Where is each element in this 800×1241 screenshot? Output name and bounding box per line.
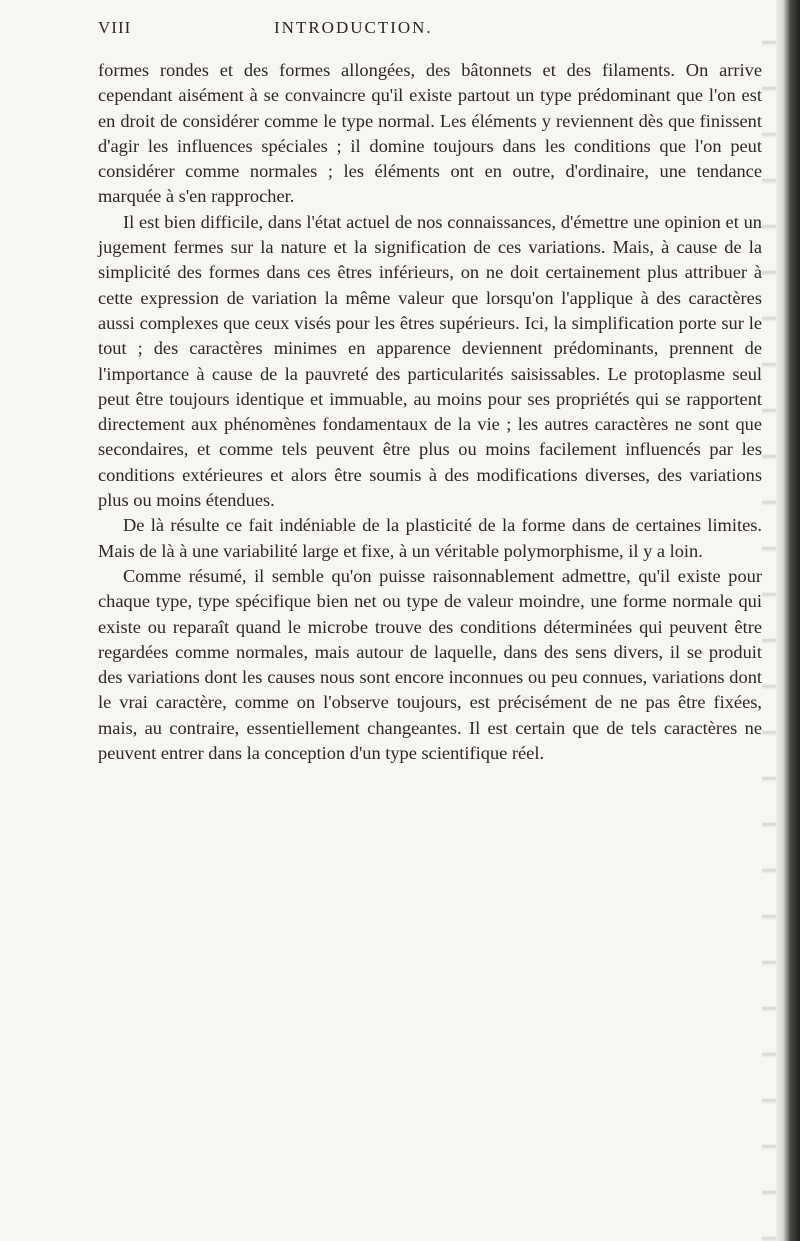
paragraph-3: De là résulte ce fait indéniable de la plasticité de la forme dans de certaines limites. Mais de là à une variabilité large et fixe, à un véritable polymorphisme, il y a loin. — [98, 515, 762, 561]
paragraph-1: formes rondes et des formes allongées, des bâtonnets et des filaments. On arrive cependant aisément à se convaincre qu'il existe partout un type prédominant que l'on est en droit de considérer comme le type normal. Les éléments y reviennent dès que finissent d'agir les influences spéciales ; il domine toujours dans les conditions que l'on peut considérer comme normales ; les éléments ont en outre, d'ordinaire, une tendance marquée à s'en rapprocher. — [98, 60, 762, 207]
body-text — [98, 58, 762, 766]
page-edge — [776, 0, 800, 1241]
page-edge-shadow — [762, 0, 776, 1241]
page-header — [98, 18, 758, 48]
paragraph-4: Comme résumé, il semble qu'on puisse raisonnablement admettre, qu'il existe pour chaque type, type spécifique bien net ou type de valeur moindre, une forme normale qui existe ou reparaît quand le microbe trouve des conditions déterminées qui peuvent être regardées comme normales, mais autour de laquelle, dans des sens divers, il se produit des variations dont les causes nous sont encore inconnues ou peu connues, variations dont le vrai caractère, comme on l'observe toujours, est précisément de ne pas être fixées, mais, au contraire, essentiellement changeantes. Il est certain que de tels caractères ne peuvent entrer dans la conception d'un type scientifique réel. — [98, 565, 762, 764]
page-number: VIII — [98, 18, 132, 37]
paragraph-2: Il est bien difficile, dans l'état actuel de nos connaissances, d'émettre une opinion et un jugement fermes sur la nature et la signification de ces variations. Mais, à cause de la simplicité des formes dans ces êtres inférieurs, on ne doit certainement plus attribuer à cette expression de variation la même valeur que lorsqu'on l'applique à des caractères aussi complexes que ceux visés pour les êtres supérieurs. Ici, la simplification porte sur le tout ; des caractères minimes en apparence deviennent prédominants, prennent de l'importance à cause de la pauvreté des particularités saisissables. Le protoplasme seul peut être toujours identique et immuable, au moins pour ses propriétés qui se rapportent directement aux phénomènes fondamentaux de la vie ; les autres caractères ne sont que secondaires, et comme tels peuvent être plus ou moins facilement influencés par les conditions extérieures et alors être soumis à des modifications diverses, des variations plus ou moins étendues. — [98, 211, 762, 511]
running-head: INTRODUCTION. — [274, 18, 433, 37]
